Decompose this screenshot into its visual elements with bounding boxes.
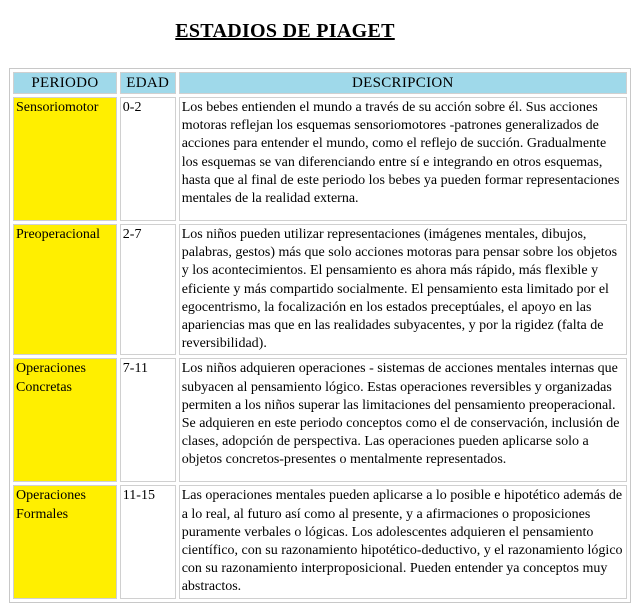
periodo-cell: Preoperacional — [13, 224, 117, 355]
header-edad: EDAD — [120, 72, 176, 94]
table-row — [13, 224, 627, 355]
edad-cell: 0-2 — [120, 97, 176, 221]
table-row — [13, 358, 627, 482]
descripcion-cell: Los niños adquieren operaciones - sistemas de acciones mentales internas que subyacen al pensamiento lógico. Estas operaciones reversibles y organizadas permiten a los niños superar las limitaciones del pensamiento preoperacional. Se adquieren en este periodo conceptos como el de conservación, inclusión de clases, adopción de perspectiva. Las operaciones pueden aplicarse solo a objetos concretos-presentes o mentalmente representados. — [179, 358, 627, 482]
descripcion-cell: Los bebes entienden el mundo a través de su acción sobre él. Sus acciones motoras reflejan los esquemas sensoriomotores -patrones generalizados de acciones para entender el mundo, como el reflejo de succión. Gradualmente los esquemas se van diferenciando entre sí e integrando en otros esquemas, hasta que al final de este periodo los bebes ya pueden formar representaciones mentales de la realidad externa. — [179, 97, 627, 221]
table-row — [13, 97, 627, 221]
header-periodo: PERIODO — [13, 72, 117, 94]
table-row — [13, 485, 627, 598]
edad-cell: 11-15 — [120, 485, 176, 598]
table-header-row — [13, 72, 627, 94]
descripcion-cell: Las operaciones mentales pueden aplicarse a lo posible e hipotético además de a lo real, al futuro así como al presente, y a afirmaciones o proposiciones puramente verbales o lógicas. Los adolescentes adquieren el pensamiento científico, con su razonamiento hipotético-deductivo, y el razonamiento lógico con su razonamiento interproposicional. Pueden entender ya conceptos muy abstractos. — [179, 485, 627, 598]
page-title: ESTADIOS DE PIAGET — [175, 20, 395, 42]
edad-cell: 2-7 — [120, 224, 176, 355]
edad-cell: 7-11 — [120, 358, 176, 482]
header-descripcion: DESCRIPCION — [179, 72, 627, 94]
periodo-cell: Operaciones Concretas — [13, 358, 117, 482]
piaget-stages-table — [9, 68, 631, 603]
periodo-cell: Operaciones Formales — [13, 485, 117, 598]
periodo-cell: Sensoriomotor — [13, 97, 117, 221]
descripcion-cell: Los niños pueden utilizar representaciones (imágenes mentales, dibujos, palabras, gestos) más que solo acciones motoras para pensar sobre los objetos y los acontecimientos. El pensamiento es ahora más rápido, más flexible y eficiente y más compartido socialmente. El pensamiento esta limitado por el egocentrismo, la focalización en los estados preceptúales, el apoyo en las apariencias mas que en las realidades subyacentes, y por la rigidez (falta de reversibilidad). — [179, 224, 627, 355]
